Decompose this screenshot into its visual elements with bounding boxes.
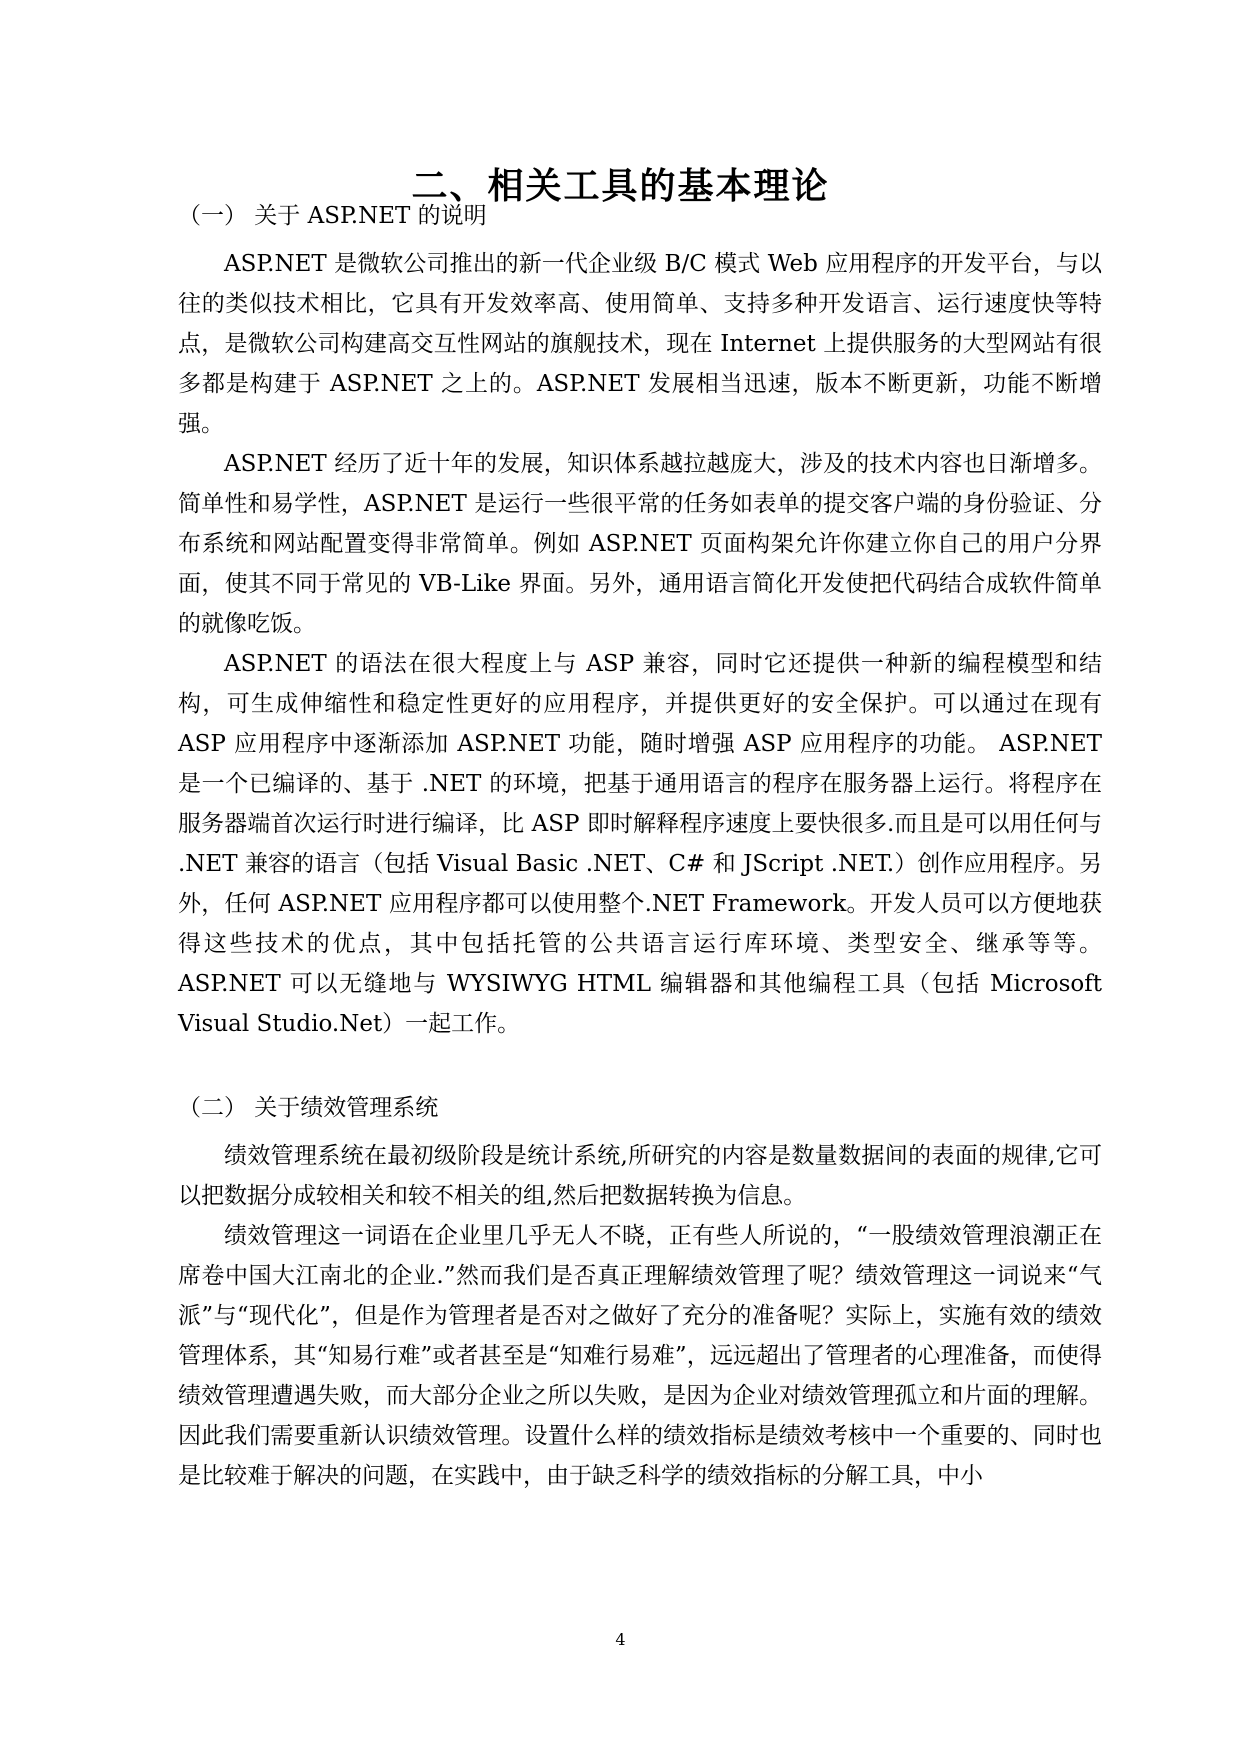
paragraph: 绩效管理系统在最初级阶段是统计系统,所研究的内容是数量数据间的表面的规律,它可以把数据分成较相关和较不相关的组,然后把数据转换为信息。 bbox=[178, 1143, 1102, 1209]
paragraph: ASP.NET 是微软公司推出的新一代企业级 B/C 模式 Web 应用程序的开发平台，与以往的类似技术相比，它具有开发效率高、使用简单、支持多种开发语言、运行速度快等特点，是微软公司构建高交互性网站的旗舰技术，现在 Internet 上提供服务的大型网站有很多都是构建于 ASP.NET 之上的。ASP.NET 发展相当迅速，版本不断更新，功能不断增强。 bbox=[178, 251, 1102, 437]
page-number: 4 bbox=[615, 1630, 626, 1649]
section-heading-asp-net: （一） 关于 ASP.NET 的说明 bbox=[178, 203, 487, 229]
section-body-performance bbox=[178, 1136, 1102, 1496]
paragraph: 绩效管理这一词语在企业里几乎无人不晓，正有些人所说的，“一股绩效管理浪潮正在席卷中国大江南北的企业.”然而我们是否真正理解绩效管理了呢？绩效管理这一词说来“气派”与“现代化”，但是作为管理者是否对之做好了充分的准备呢？实际上，实施有效的绩效管理体系，其“知易行难”或者甚至是“知难行易难”，远远超出了管理者的心理准备，而使得绩效管理遭遇失败，而大部分企业之所以失败，是因为企业对绩效管理孤立和片面的理解。因此我们需要重新认识绩效管理。设置什么样的绩效指标是绩效考核中一个重要的、同时也是比较难于解决的问题，在实践中，由于缺乏科学的绩效指标的分解工具，中小 bbox=[178, 1223, 1102, 1489]
paragraph: ASP.NET 经历了近十年的发展，知识体系越拉越庞大，涉及的技术内容也日渐增多。简单性和易学性，ASP.NET 是运行一些很平常的任务如表单的提交客户端的身份验证、分布系统和网站配置变得非常简单。例如 ASP.NET 页面构架允许你建立你自己的用户分界面，使其不同于常见的 VB-Like 界面。另外，通用语言简化开发使把代码结合成软件简单的就像吃饭。 bbox=[178, 451, 1102, 637]
paragraph: ASP.NET 的语法在很大程度上与 ASP 兼容，同时它还提供一种新的编程模型和结构，可生成伸缩性和稳定性更好的应用程序，并提供更好的安全保护。可以通过在现有 ASP 应用程序中逐渐添加 ASP.NET 功能，随时增强 ASP 应用程序的功能。 ASP.NET 是一个已编译的、基于 .NET 的环境，把基于通用语言的程序在服务器上运行。将程序在服务器端首次运行时进行编译，比 ASP 即时解释程序速度上要快很多.而且是可以用任何与 .NET 兼容的语言（包括 Visual Basic .NET、C# 和 JScript .NET.）创作应用程序。另外，任何 ASP.NET 应用程序都可以使用整个.NET Framework。开发人员可以方便地获得这些技术的优点，其中包括托管的公共语言运行库环境、类型安全、继承等等。 ASP.NET 可以无缝地与 WYSIWYG HTML 编辑器和其他编程工具（包括 Microsoft Visual Studio.Net）一起工作。 bbox=[178, 651, 1102, 1037]
section-body-asp-net bbox=[178, 244, 1102, 1044]
chapter-title: 二、相关工具的基本理论 bbox=[411, 166, 830, 207]
section-heading-performance: （二） 关于绩效管理系统 bbox=[178, 1095, 439, 1121]
